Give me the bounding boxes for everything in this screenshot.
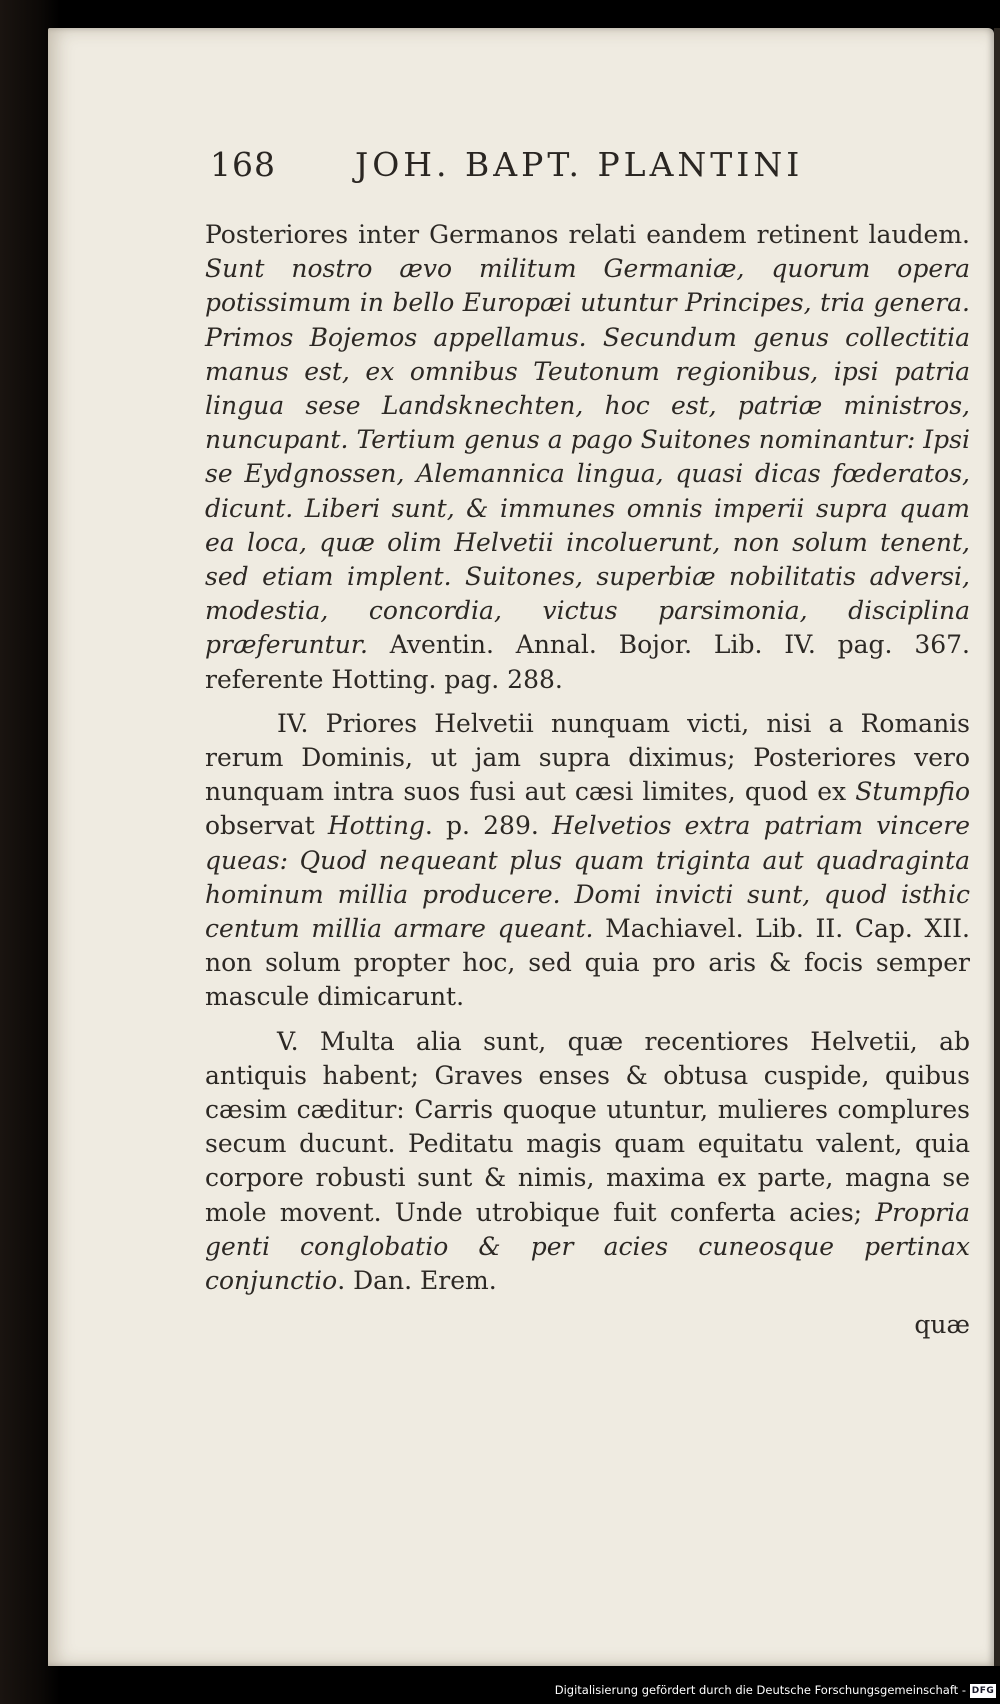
paragraph-3 xyxy=(205,1025,970,1299)
running-head: JOH. BAPT. PLANTINI xyxy=(355,145,804,184)
dfg-logo-icon: DFG xyxy=(971,1686,995,1696)
italic-quotation: Sunt nostro ævo militum Germaniæ, quorum opera potissimum in bello Europæi utuntur Principes, tria genera. Primos Bojemos appellamus. Secundum genus collectitia manus est, ex omnibus Teutonum regionibus, ipsi patria lingua sese Landsknechten, hoc est, patriæ ministros, nuncupant. Tertium genus a pago Suitones nominantur: Ipsi se Eydgnossen, Alemannica lingua, quasi dicas fœderatos, dicunt. Liberi sunt, & immunes omnis imperii supra quam ea loca, quæ olim Helvetii incoluerunt, non solum tenent, sed etiam implent. Suitones, superbiæ nobilitatis adversi, modestia, concordia, victus parsimonia, disciplina præferuntur. xyxy=(205,254,970,660)
text-segment: Posteriores inter Germanos relati eandem retinent laudem. xyxy=(205,220,970,249)
citation: Aventin. Annal. Bojor. Lib. IV. pag. 367. referente Hotting. pag. 288. xyxy=(205,630,970,694)
body-text xyxy=(205,218,970,1343)
citation: . p. 289. xyxy=(424,811,552,841)
page-header xyxy=(210,145,950,195)
italic-quotation: Helvetios extra patriam vincere queas: Quod nequeant plus quam triginta aut quadraginta hominum millia producere. Domi invicti sunt, quod isthic centum millia armare queant. xyxy=(205,811,971,944)
paragraph-2 xyxy=(205,707,970,1015)
page-edge xyxy=(994,28,1000,1666)
text-segment: observat xyxy=(205,811,328,841)
citation: . Dan. Erem. xyxy=(337,1266,497,1296)
author-name: Hotting xyxy=(327,811,425,841)
author-name: Stumpfio xyxy=(855,777,970,807)
text-segment: IV. Priores Helvetii nunquam victi, nisi a Romanis rerum Dominis, ut jam supra diximus; Posteriores vero nunquam intra suos fusi aut cæsi limites, quod ex xyxy=(205,708,970,807)
page-number: 168 xyxy=(210,145,276,184)
paragraph-1 xyxy=(205,218,970,697)
text-segment: V. Multa alia sunt, quæ recentiores Helvetii, ab antiquis habent; Graves enses & obtusa cuspide, quibus cæsim cæditur: Carris quoque utuntur, mulieres complures secum ducunt. Peditatu magis quam equitatu valent, quia corpore robusti sunt & nimis, maxima ex parte, magna se mole movent. Unde utrobique fuit conferta acies; xyxy=(205,1026,970,1227)
digitization-credit: Digitalisierung gefördert durch die Deutsche Forschungsgemeinschaft - xyxy=(554,1683,966,1697)
catchword: quæ xyxy=(914,1310,970,1340)
citation: Machiavel. Lib. II. Cap. XII. non solum propter hoc, sed quia pro aris & focis semper mascule dimicarunt. xyxy=(205,914,970,1012)
italic-quotation: Propria genti conglobatio & per acies cuneosque pertinax conjunctio xyxy=(205,1197,970,1296)
footer-bar xyxy=(0,1680,1000,1704)
